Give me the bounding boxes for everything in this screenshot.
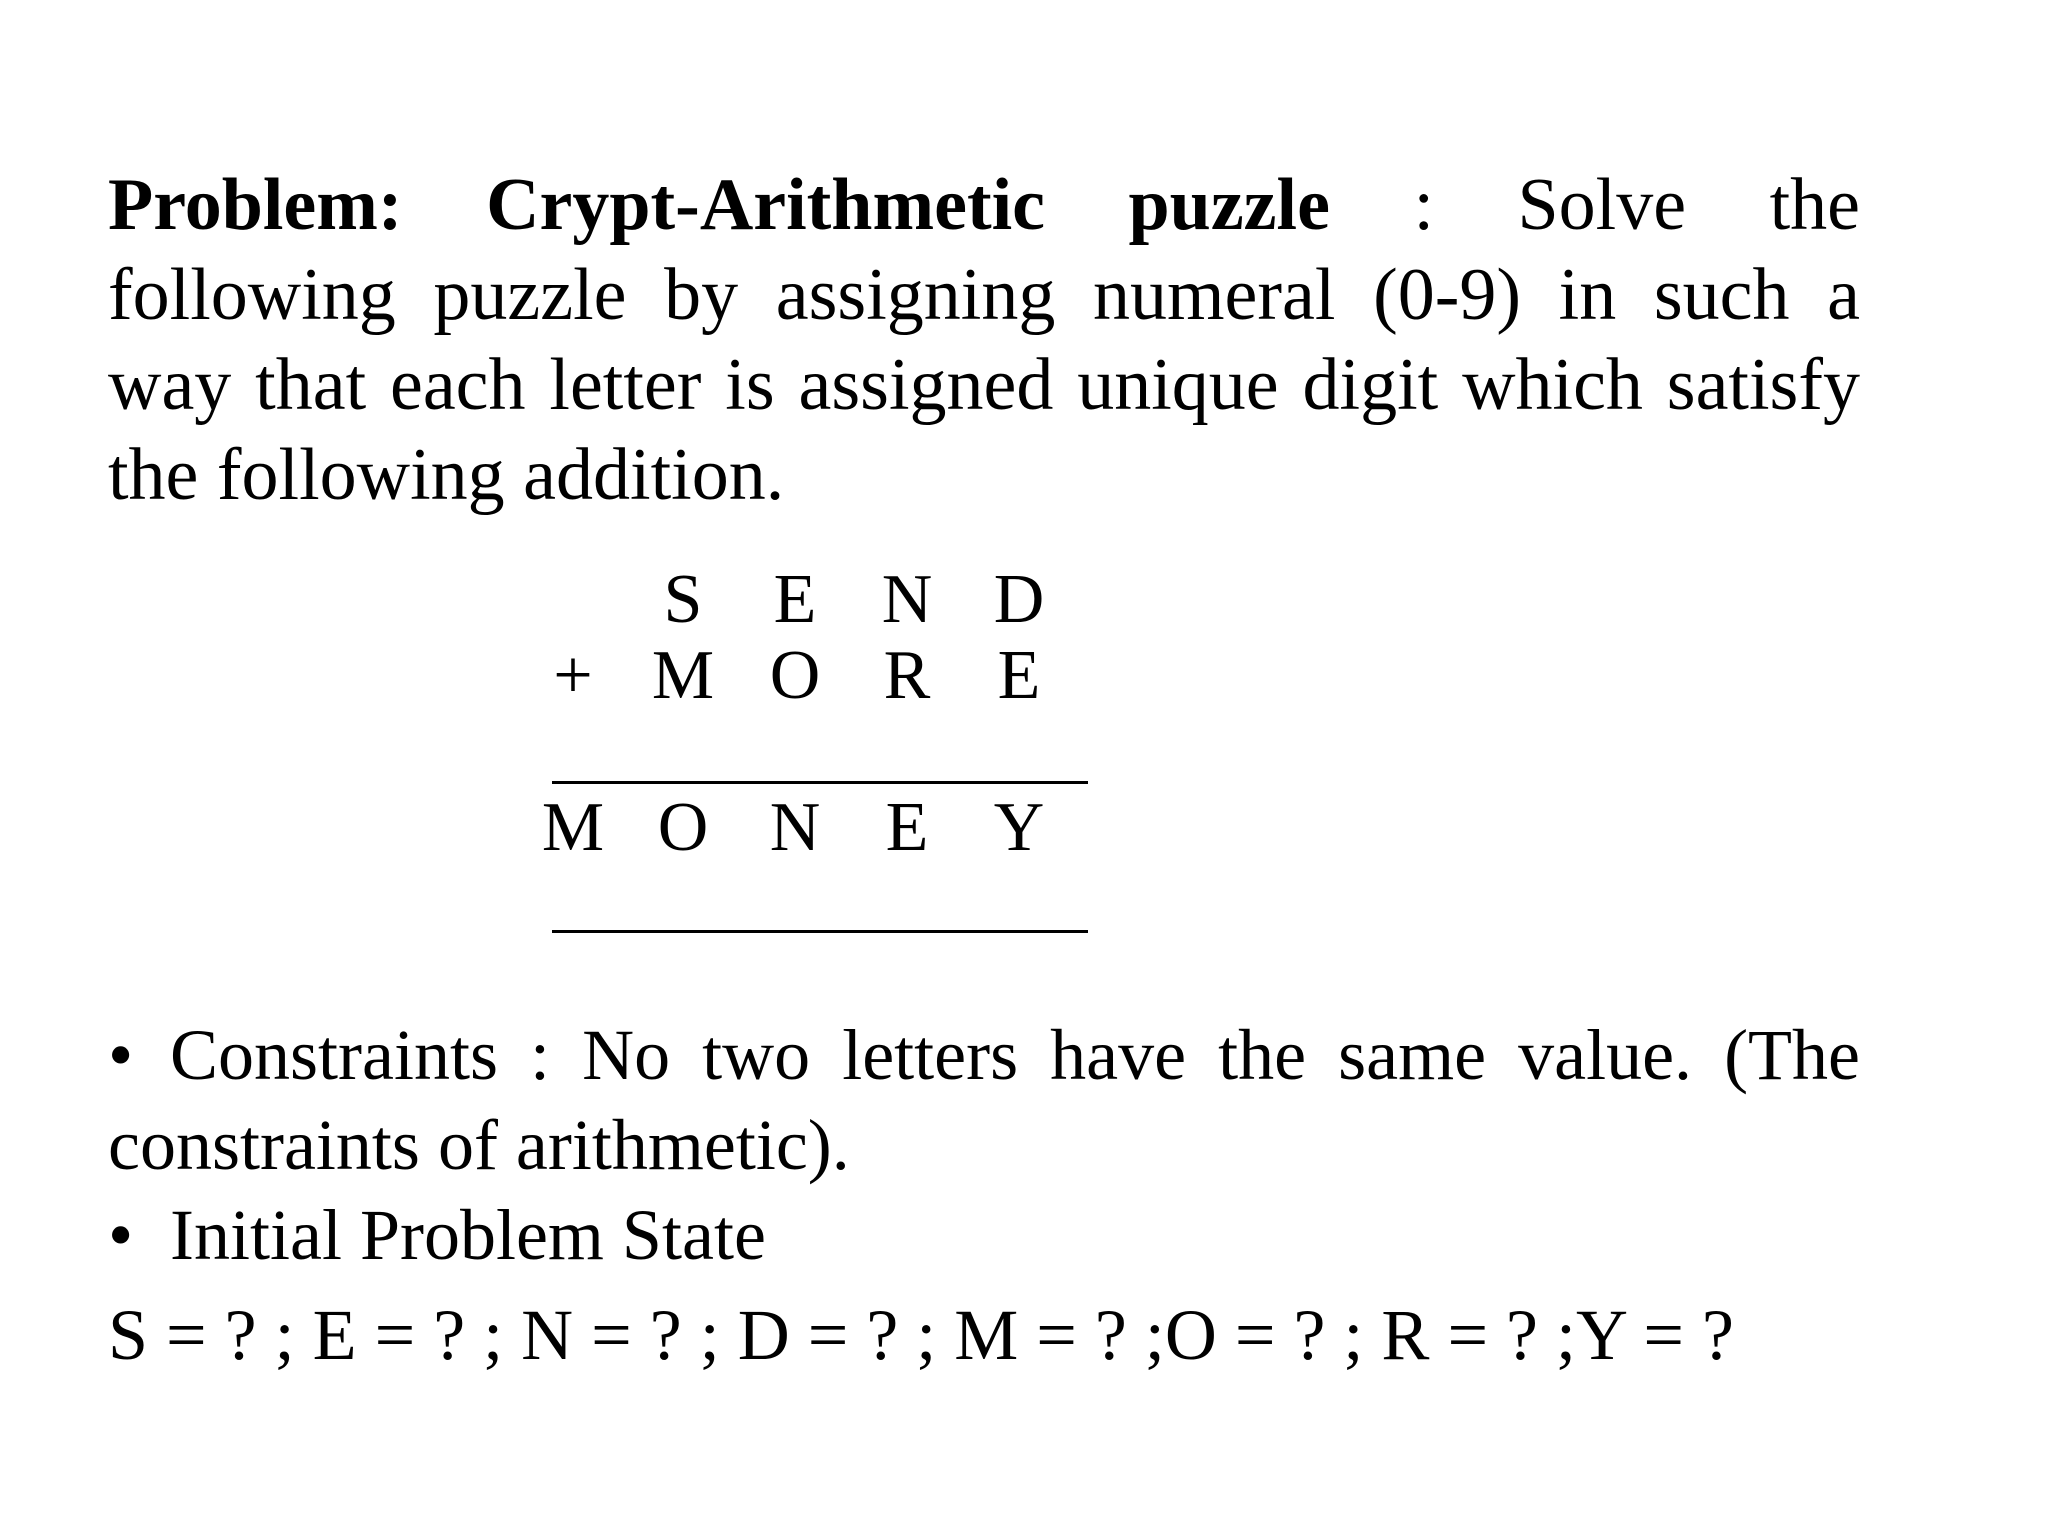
bullet-initial-state [108,1190,1860,1280]
send-letter-s: S [663,561,703,638]
bullet-icon: • [108,1195,134,1275]
problem-label: Problem: [108,164,403,246]
sum-line-bottom [552,930,1088,933]
problem-line-1-rest: : Solve the [1413,164,1861,246]
initial-state-values: S = ? ; E = ? ; N = ? ; D = ? ; M = ? ;O = ? ; R = ? ;Y = ? [108,1295,1734,1375]
more-letter-m: M [651,637,715,714]
initial-state-label: Initial Problem State [170,1195,766,1275]
constraints-text: Constraints : No two letters have the same value. (The [170,1015,1860,1095]
more-letter-o: O [769,637,821,714]
send-letter-d: D [993,561,1045,638]
problem-line-3: way that each letter is assigned unique digit which satisfy [108,344,1860,426]
bullet-list [108,1010,1860,1280]
money-letter-o: O [657,789,709,866]
puzzle-title: Crypt-Arithmetic puzzle [486,164,1330,246]
constraints-continuation: constraints of arithmetic). [108,1105,850,1185]
money-letter-e: E [885,789,929,866]
send-letter-e: E [773,561,817,638]
more-letter-e: E [997,637,1041,714]
plus-sign: + [553,637,593,714]
bullet-icon: • [108,1015,134,1095]
bullet-constraints [108,1010,1860,1100]
addition-puzzle [541,550,1090,950]
sum-line-top [552,781,1088,784]
money-letter-y: Y [993,789,1045,866]
send-letter-n: N [881,561,933,638]
problem-line-4: the following addition. [108,434,785,516]
problem-line-2: following puzzle by assigning numeral (0-9) in such a [108,254,1860,336]
more-letter-r: R [883,637,931,714]
money-letter-m: M [541,789,605,866]
money-letter-n: N [769,789,821,866]
problem-statement [108,160,1860,520]
problem-line-1 [108,160,1860,250]
